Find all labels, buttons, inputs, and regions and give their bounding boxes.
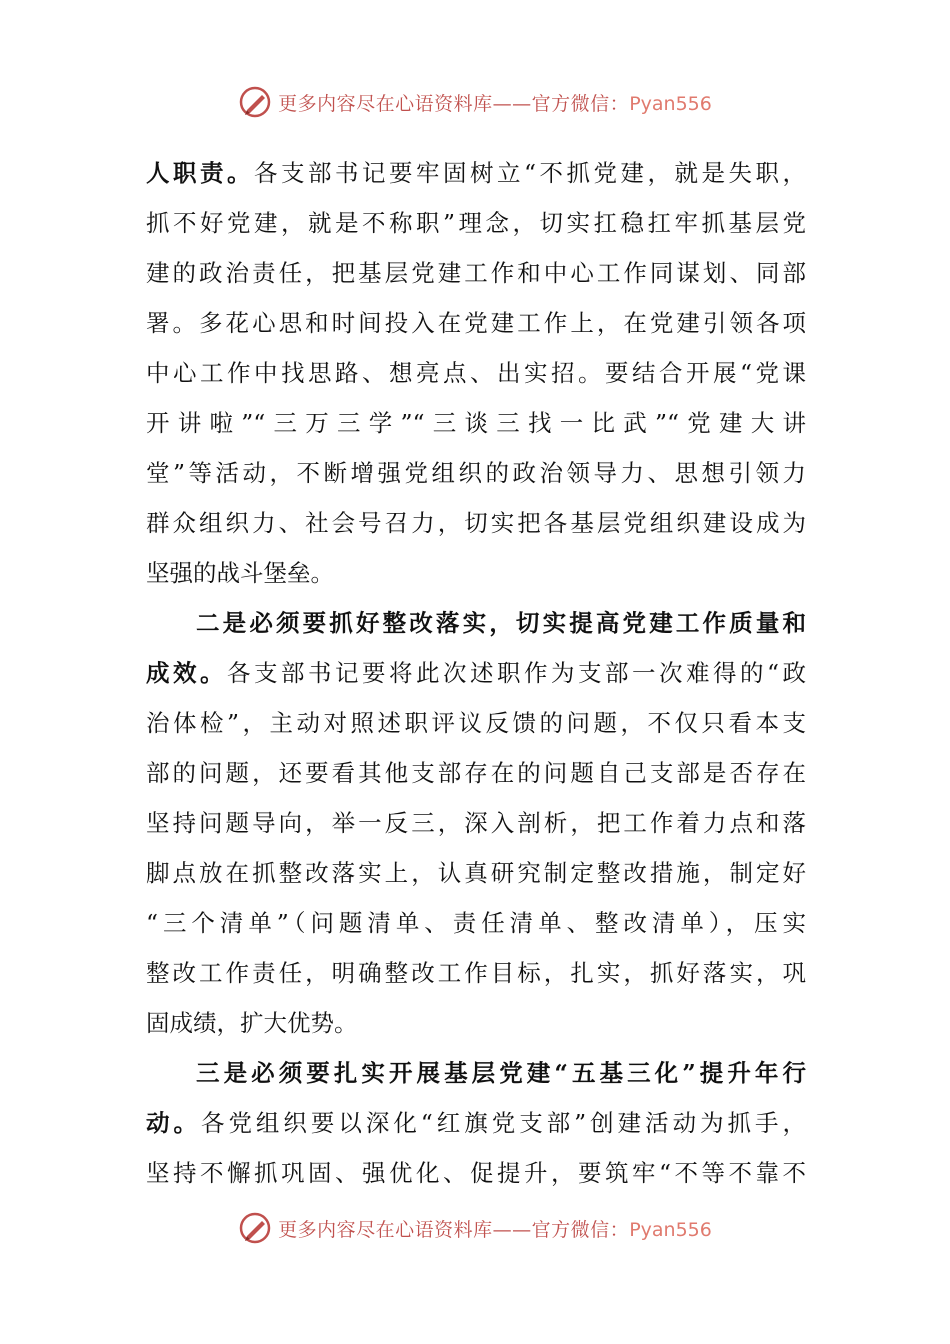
- section-heading: 二是必须要抓好整改落实，切实提高党建工作质量和: [196, 609, 806, 637]
- text-line: 抓不好党建，就是不称职”理念，切实扛稳扛牢抓基层党: [146, 209, 806, 237]
- section-heading: 三是必须要扎实开展基层党建“五基三化”提升年行: [196, 1059, 806, 1087]
- text-line: 整改工作责任，明确整改工作目标，扎实，抓好落实，巩: [146, 959, 806, 987]
- text-line: 署。多花心思和时间投入在党建工作上，在党建引领各项: [146, 309, 806, 337]
- text-line: 坚强的战斗堡垒。: [146, 559, 334, 587]
- header-watermark: [0, 82, 950, 122]
- text-line: 建的政治责任，把基层党建工作和中心工作同谋划、同部: [146, 259, 806, 287]
- text-line: 开讲啦”“三万三学”“三谈三找一比武”“党建大讲: [146, 409, 806, 437]
- pen-logo-icon: [238, 85, 272, 119]
- text-line: 动。各党组织要以深化“红旗党支部”创建活动为抓手，: [146, 1109, 806, 1137]
- text-line: “三个清单”（问题清单、责任清单、整改清单），压实: [146, 909, 806, 937]
- document-body: [146, 148, 806, 1198]
- pen-logo-icon: [238, 1211, 272, 1245]
- text-line: 坚持不懈抓巩固、强优化、促提升，要筑牢“不等不靠不: [146, 1159, 806, 1187]
- watermark-text: 更多内容尽在心语资料库——官方微信：Pyan556: [278, 1218, 712, 1241]
- text-line: 人职责。各支部书记要牢固树立“不抓党建，就是失职，: [146, 159, 806, 187]
- text-line: 固成绩，扩大优势。: [146, 1009, 358, 1037]
- text-line: 堂”等活动，不断增强党组织的政治领导力、思想引领力: [146, 459, 806, 487]
- text-line: 中心工作中找思路、想亮点、出实招。要结合开展“党课: [146, 359, 806, 387]
- text-line: 成效。各支部书记要将此次述职作为支部一次难得的“政: [146, 659, 806, 687]
- text-line: 部的问题，还要看其他支部存在的问题自己支部是否存在: [146, 759, 806, 787]
- watermark-text: 更多内容尽在心语资料库——官方微信：Pyan556: [278, 92, 712, 115]
- text-line: 治体检”，主动对照述职评议反馈的问题，不仅只看本支: [146, 709, 806, 737]
- text-line: 脚点放在抓整改落实上，认真研究制定整改措施，制定好: [146, 859, 806, 887]
- footer-watermark: [0, 1208, 950, 1248]
- text-line: 群众组织力、社会号召力，切实把各基层党组织建设成为: [146, 509, 806, 537]
- text-line: 坚持问题导向，举一反三，深入剖析，把工作着力点和落: [146, 809, 806, 837]
